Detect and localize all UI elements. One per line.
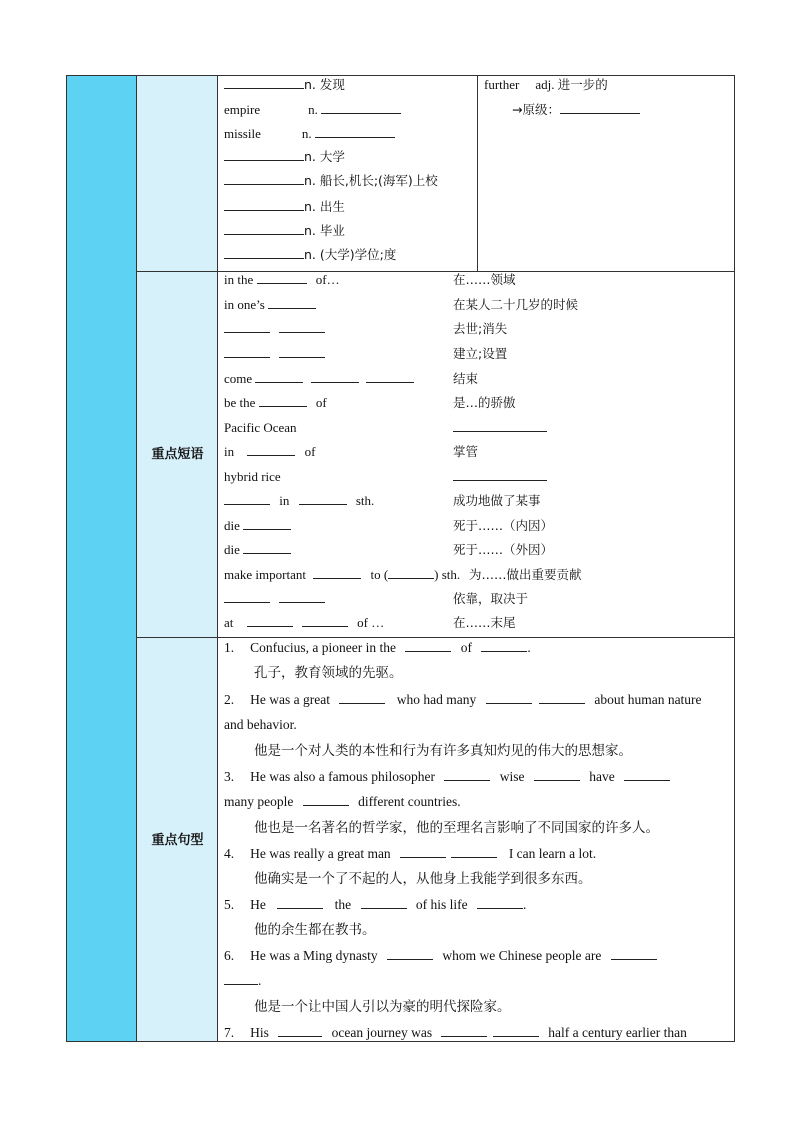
phrase-meaning: 死于……（外因） [453,542,554,557]
vocab-item: missile n. [224,125,395,143]
phrase-meaning: 成功地做了某事 [453,493,541,508]
vocab-item: n. 出生 [224,198,345,216]
sentence-2: 2. He was a great who had many about human nature [224,692,702,707]
sentence-2-continued: and behavior. [224,717,297,732]
sentence-5-translation: 他的余生都在教书。 [254,922,376,938]
phrase-meaning: 在……领域 [453,272,516,287]
divider-phrases-sentences [137,637,734,638]
vocab-right-derivation: →原级： [512,101,640,119]
vocab-item: empire n. [224,101,401,119]
sentence-4-translation: 他确实是一个了不起的人，从他身上我能学到很多东西。 [254,871,592,887]
phrase: die [224,517,291,535]
vocab-item: n. 大学 [224,148,345,166]
sentence-3-translation: 他也是一名著名的哲学家，他的至理名言影响了不同国家的许多人。 [254,820,659,836]
sentence-1-translation: 孔子，教育领域的先驱。 [254,665,403,681]
phrase-meaning: 结束 [453,371,479,386]
phrase-meaning: 依靠，取决于 [453,591,529,606]
sentence-6-translation: 他是一个让中国人引以为豪的明代探险家。 [254,999,511,1015]
phrase-meaning: 为……做出重要贡献 [469,567,582,582]
phrase: come [224,370,414,388]
vocab-item: n. 毕业 [224,222,345,240]
phrase: in sth. [224,492,374,510]
sentence-7: 7. His ocean journey was half a century earlier than [224,1025,687,1040]
phrase: in the of… [224,272,340,287]
phrase-meaning: 在某人二十几岁的时候 [453,297,579,312]
sentence-3: 3. He was also a famous philosopher wise have [224,768,670,786]
phrase-meaning: 掌管 [453,444,479,459]
sentence-1: 1. Confucius, a pioneer in the of . [224,640,531,655]
sentence-4: 4. He was really a great man I can learn a lot. [224,846,597,861]
phrase-meaning-blank [453,419,547,437]
vocab-item: n. (大学)学位;度 [224,246,396,264]
phrase: at of … [224,615,385,630]
phrase-meaning: 死于……（内因） [453,518,554,533]
phrase-meaning: 是…的骄傲 [453,395,516,410]
phrase: die [224,541,291,559]
phrase [224,590,325,608]
phrase: in of [224,444,316,459]
sentence-2-translation: 他是一个对人类的本性和行为有许多真知灼见的伟大的思想家。 [254,743,632,759]
phrase-meaning-blank [453,468,547,486]
sentence-5: 5. He the of his life . [224,897,527,912]
phrase [224,320,325,338]
sentence-3-continued: many people different countries. [224,794,461,809]
outer-color-column [67,76,137,1041]
phrase [224,345,325,363]
phrase: Pacific Ocean [224,420,297,435]
vocab-right-word: further adj. 进一步的 [484,77,608,92]
sentence-6: 6. He was a Ming dynasty whom we Chinese people are [224,947,657,965]
phrase: make important to ( ) sth. [224,567,461,582]
phrase-meaning: 去世;消失 [453,321,508,336]
vocab-item: n. 发现 [224,76,345,94]
vocab-item: n. 船长,机长;(海军)上校 [224,172,438,190]
sentence-6-continued: . [224,972,261,990]
phrase: in one’s [224,296,316,314]
sentences-label: 重点句型 [151,833,204,848]
phrase: be the of [224,395,327,410]
section-label-column [137,76,218,1041]
phrase: hybrid rice [224,469,281,484]
phrase-meaning: 建立;设置 [453,346,508,361]
phrases-label: 重点短语 [151,447,204,462]
phrase-meaning: 在……末尾 [453,615,516,630]
vocab-column-divider [477,76,478,271]
